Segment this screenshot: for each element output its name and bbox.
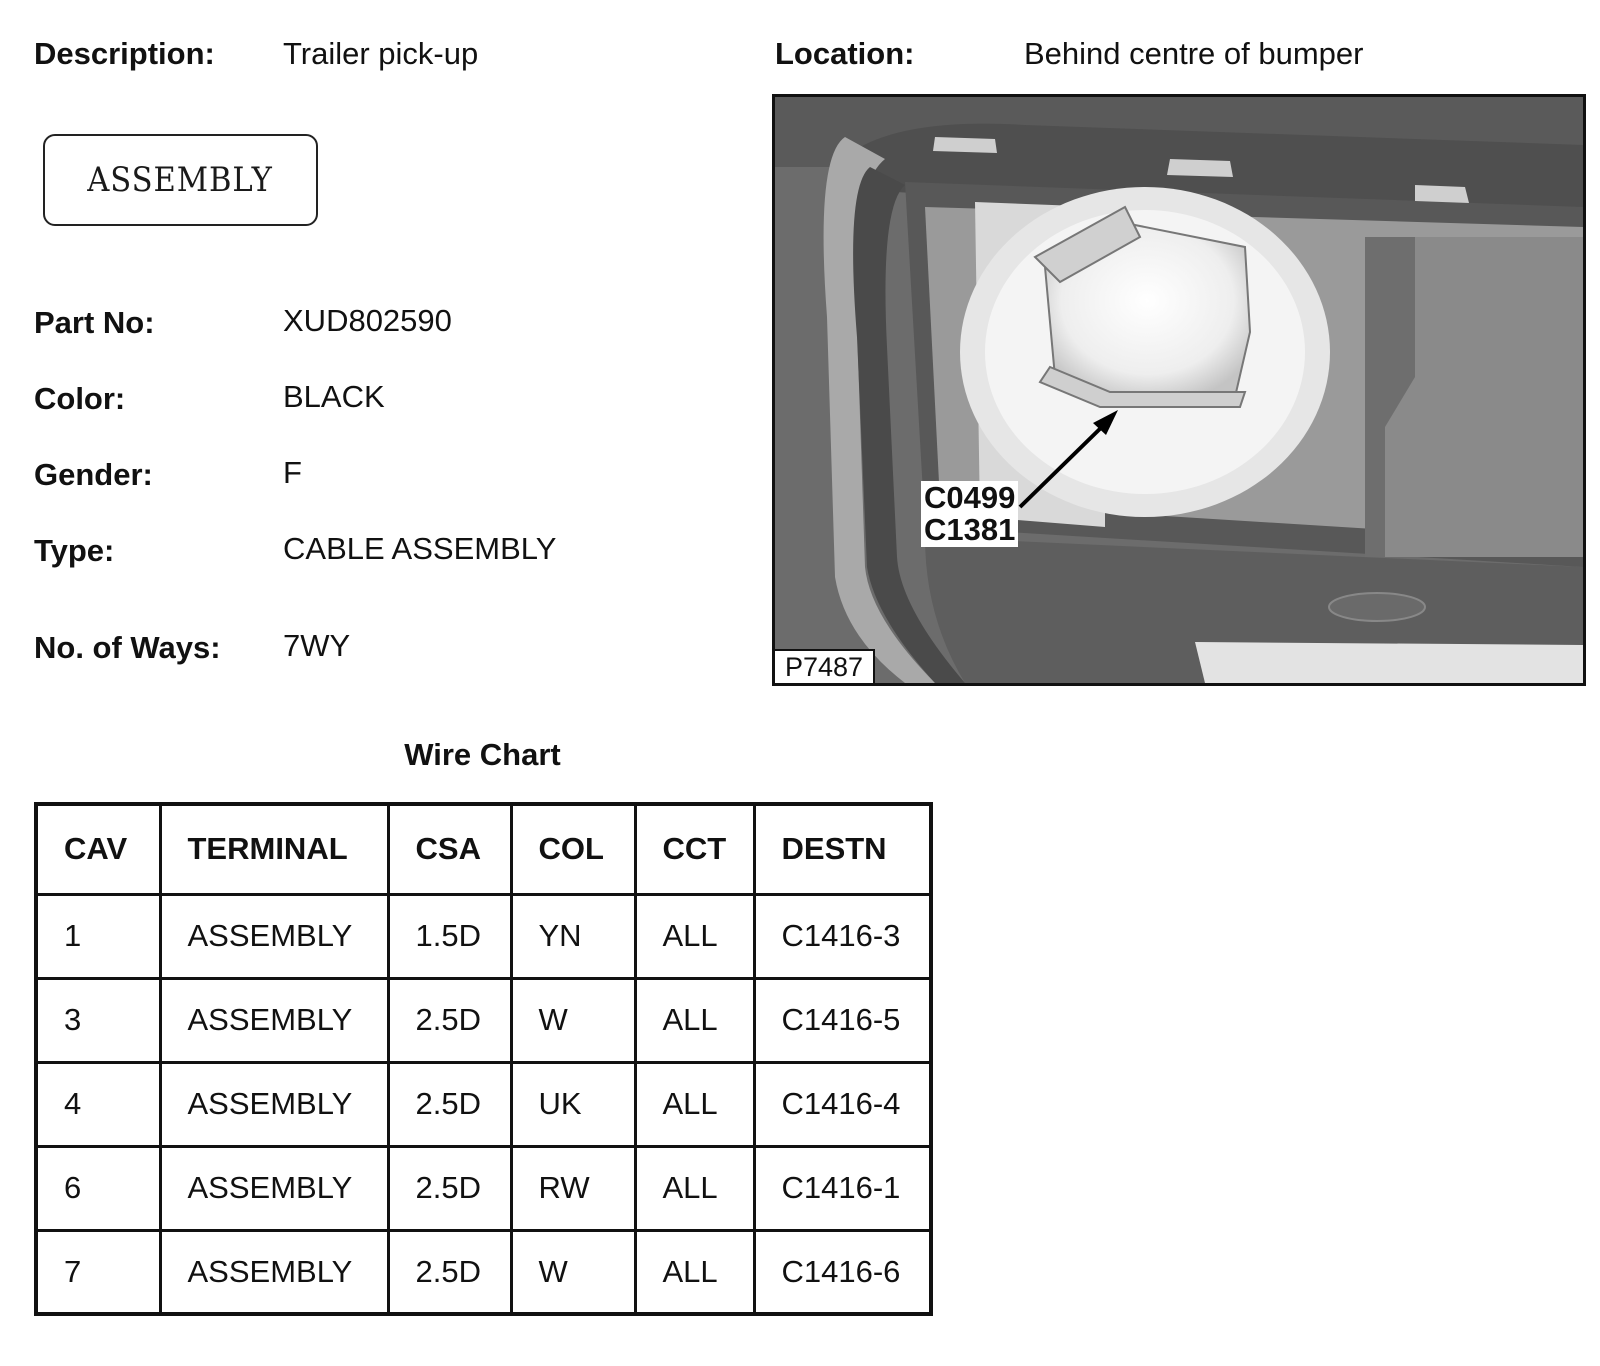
cell-csa: 1.5D	[388, 894, 511, 978]
cell-csa: 2.5D	[388, 978, 511, 1062]
wire-chart-title: Wire Chart	[404, 737, 561, 772]
cell-csa: 2.5D	[388, 1230, 511, 1314]
column-header-col: COL	[511, 804, 635, 894]
cell-cav: 1	[36, 894, 160, 978]
cell-cct: ALL	[635, 894, 754, 978]
cell-col: RW	[511, 1146, 635, 1230]
cell-csa: 2.5D	[388, 1062, 511, 1146]
table-row	[36, 1062, 931, 1146]
assembly-stamp-text: ASSEMBLY	[87, 160, 274, 200]
cell-destn: C1416-1	[754, 1146, 931, 1230]
assembly-stamp	[43, 134, 318, 226]
description-value: Trailer pick-up	[283, 36, 479, 71]
cell-cct: ALL	[635, 978, 754, 1062]
photo-reference: P7487	[775, 649, 875, 683]
ways-value: 7WY	[283, 628, 351, 663]
cell-cct: ALL	[635, 1062, 754, 1146]
cell-col: W	[511, 978, 635, 1062]
ways-label: No. of Ways:	[34, 630, 221, 665]
cell-terminal: ASSEMBLY	[160, 978, 388, 1062]
type-label: Type:	[34, 533, 115, 568]
location-label: Location:	[775, 36, 915, 71]
wire-chart-table	[34, 802, 933, 1316]
cell-destn: C1416-4	[754, 1062, 931, 1146]
part-no-value: XUD802590	[283, 303, 452, 338]
column-header-csa: CSA	[388, 804, 511, 894]
cell-cav: 7	[36, 1230, 160, 1314]
cell-destn: C1416-6	[754, 1230, 931, 1314]
gender-value: F	[283, 455, 302, 490]
table-row	[36, 894, 931, 978]
callout-line-2: C1381	[924, 512, 1016, 547]
gender-label: Gender:	[34, 457, 153, 492]
connector-callout	[921, 481, 1018, 547]
type-value: CABLE ASSEMBLY	[283, 531, 557, 566]
cell-col: W	[511, 1230, 635, 1314]
cell-cct: ALL	[635, 1146, 754, 1230]
cell-terminal: ASSEMBLY	[160, 1230, 388, 1314]
cell-cct: ALL	[635, 1230, 754, 1314]
cell-cav: 4	[36, 1062, 160, 1146]
column-header-cav: CAV	[36, 804, 160, 894]
table-row	[36, 1230, 931, 1314]
cell-destn: C1416-5	[754, 978, 931, 1062]
location-value: Behind centre of bumper	[1024, 36, 1364, 71]
cell-terminal: ASSEMBLY	[160, 894, 388, 978]
color-label: Color:	[34, 381, 126, 416]
description-label: Description:	[34, 36, 215, 71]
part-no-label: Part No:	[34, 305, 155, 340]
table-header-row	[36, 804, 931, 894]
cell-csa: 2.5D	[388, 1146, 511, 1230]
table-row	[36, 978, 931, 1062]
column-header-destn: DESTN	[754, 804, 931, 894]
cell-terminal: ASSEMBLY	[160, 1146, 388, 1230]
location-photo	[772, 94, 1586, 686]
table-row	[36, 1146, 931, 1230]
cell-cav: 6	[36, 1146, 160, 1230]
cell-terminal: ASSEMBLY	[160, 1062, 388, 1146]
column-header-cct: CCT	[635, 804, 754, 894]
cell-cav: 3	[36, 978, 160, 1062]
callout-line-1: C0499	[924, 480, 1016, 515]
cell-col: UK	[511, 1062, 635, 1146]
bumper-illustration	[775, 97, 1583, 683]
column-header-terminal: TERMINAL	[160, 804, 388, 894]
color-value: BLACK	[283, 379, 385, 414]
cell-destn: C1416-3	[754, 894, 931, 978]
cell-col: YN	[511, 894, 635, 978]
